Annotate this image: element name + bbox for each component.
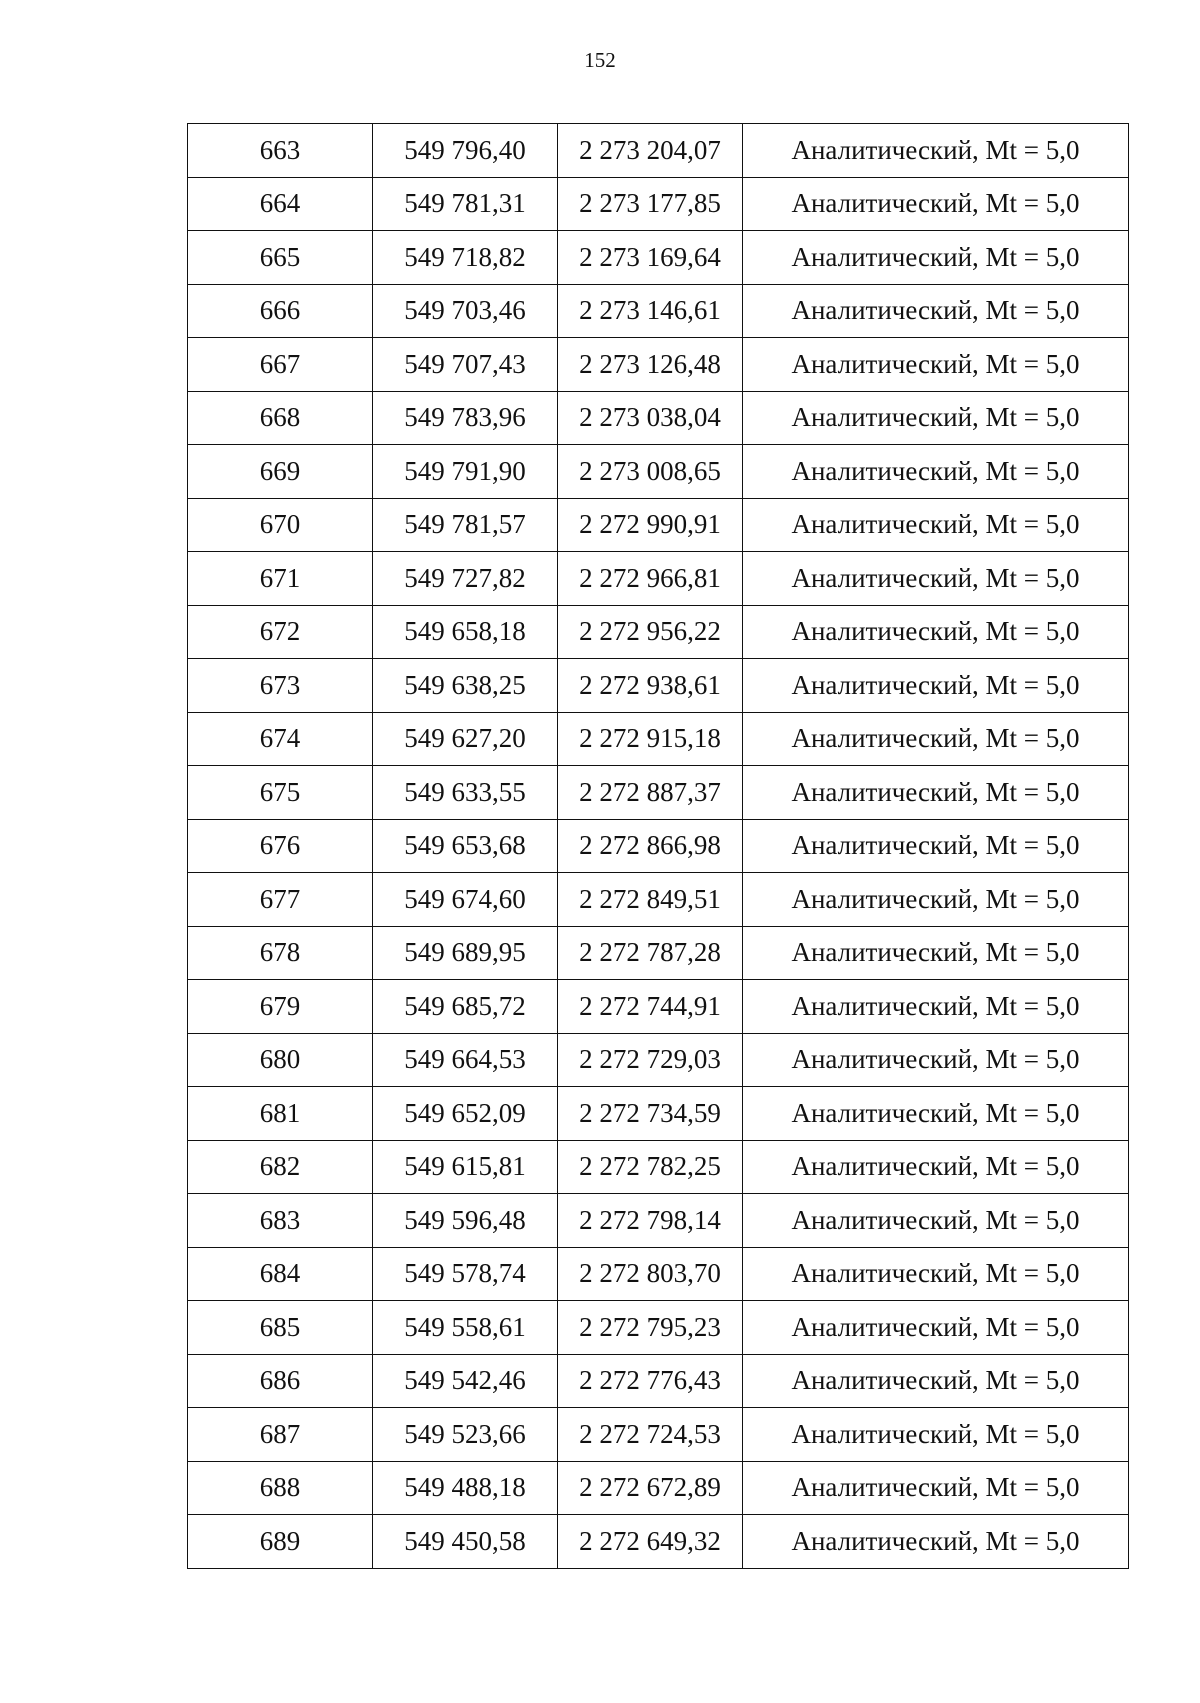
y-coordinate-cell: 2 272 849,51 <box>558 873 743 927</box>
point-number-cell: 665 <box>188 231 373 285</box>
method-cell: Аналитический, Mt = 5,0 <box>743 873 1129 927</box>
method-cell: Аналитический, Mt = 5,0 <box>743 1354 1129 1408</box>
x-coordinate-cell: 549 689,95 <box>373 926 558 980</box>
x-coordinate-cell: 549 638,25 <box>373 659 558 713</box>
table-row <box>188 445 1129 499</box>
x-coordinate-cell: 549 542,46 <box>373 1354 558 1408</box>
y-coordinate-cell: 2 272 776,43 <box>558 1354 743 1408</box>
point-number-cell: 683 <box>188 1194 373 1248</box>
point-number-cell: 674 <box>188 712 373 766</box>
point-number-cell: 680 <box>188 1033 373 1087</box>
point-number-cell: 676 <box>188 819 373 873</box>
x-coordinate-cell: 549 718,82 <box>373 231 558 285</box>
table-row <box>188 926 1129 980</box>
table-row <box>188 231 1129 285</box>
y-coordinate-cell: 2 272 795,23 <box>558 1301 743 1355</box>
y-coordinate-cell: 2 272 649,32 <box>558 1515 743 1569</box>
table-row <box>188 712 1129 766</box>
y-coordinate-cell: 2 272 803,70 <box>558 1247 743 1301</box>
y-coordinate-cell: 2 272 734,59 <box>558 1087 743 1141</box>
x-coordinate-cell: 549 633,55 <box>373 766 558 820</box>
point-number-cell: 677 <box>188 873 373 927</box>
y-coordinate-cell: 2 272 744,91 <box>558 980 743 1034</box>
y-coordinate-cell: 2 273 126,48 <box>558 338 743 392</box>
point-number-cell: 688 <box>188 1461 373 1515</box>
method-cell: Аналитический, Mt = 5,0 <box>743 659 1129 713</box>
y-coordinate-cell: 2 272 787,28 <box>558 926 743 980</box>
method-cell: Аналитический, Mt = 5,0 <box>743 231 1129 285</box>
point-number-cell: 682 <box>188 1140 373 1194</box>
method-cell: Аналитический, Mt = 5,0 <box>743 177 1129 231</box>
method-cell: Аналитический, Mt = 5,0 <box>743 1515 1129 1569</box>
x-coordinate-cell: 549 523,66 <box>373 1408 558 1462</box>
point-number-cell: 686 <box>188 1354 373 1408</box>
table-row <box>188 980 1129 1034</box>
x-coordinate-cell: 549 781,31 <box>373 177 558 231</box>
table-row <box>188 124 1129 178</box>
x-coordinate-cell: 549 488,18 <box>373 1461 558 1515</box>
x-coordinate-cell: 549 685,72 <box>373 980 558 1034</box>
point-number-cell: 685 <box>188 1301 373 1355</box>
y-coordinate-cell: 2 272 798,14 <box>558 1194 743 1248</box>
y-coordinate-cell: 2 272 990,91 <box>558 498 743 552</box>
y-coordinate-cell: 2 272 915,18 <box>558 712 743 766</box>
y-coordinate-cell: 2 273 146,61 <box>558 284 743 338</box>
y-coordinate-cell: 2 273 177,85 <box>558 177 743 231</box>
table-row <box>188 766 1129 820</box>
y-coordinate-cell: 2 272 729,03 <box>558 1033 743 1087</box>
y-coordinate-cell: 2 272 672,89 <box>558 1461 743 1515</box>
y-coordinate-cell: 2 272 887,37 <box>558 766 743 820</box>
page-number: 152 <box>584 48 616 72</box>
method-cell: Аналитический, Mt = 5,0 <box>743 552 1129 606</box>
table-row <box>188 1354 1129 1408</box>
table-row <box>188 1515 1129 1569</box>
table-row <box>188 1408 1129 1462</box>
method-cell: Аналитический, Mt = 5,0 <box>743 1033 1129 1087</box>
table-row <box>188 391 1129 445</box>
table-row <box>188 1461 1129 1515</box>
point-number-cell: 689 <box>188 1515 373 1569</box>
table-row <box>188 1301 1129 1355</box>
coordinates-table <box>187 123 1129 1569</box>
method-cell: Аналитический, Mt = 5,0 <box>743 980 1129 1034</box>
method-cell: Аналитический, Mt = 5,0 <box>743 1247 1129 1301</box>
x-coordinate-cell: 549 450,58 <box>373 1515 558 1569</box>
x-coordinate-cell: 549 653,68 <box>373 819 558 873</box>
method-cell: Аналитический, Mt = 5,0 <box>743 1461 1129 1515</box>
method-cell: Аналитический, Mt = 5,0 <box>743 391 1129 445</box>
y-coordinate-cell: 2 272 782,25 <box>558 1140 743 1194</box>
table-row <box>188 1247 1129 1301</box>
method-cell: Аналитический, Mt = 5,0 <box>743 284 1129 338</box>
x-coordinate-cell: 549 652,09 <box>373 1087 558 1141</box>
table-row <box>188 1087 1129 1141</box>
point-number-cell: 663 <box>188 124 373 178</box>
point-number-cell: 666 <box>188 284 373 338</box>
x-coordinate-cell: 549 791,90 <box>373 445 558 499</box>
x-coordinate-cell: 549 664,53 <box>373 1033 558 1087</box>
method-cell: Аналитический, Mt = 5,0 <box>743 1194 1129 1248</box>
point-number-cell: 675 <box>188 766 373 820</box>
x-coordinate-cell: 549 783,96 <box>373 391 558 445</box>
table-row <box>188 605 1129 659</box>
table-row <box>188 498 1129 552</box>
point-number-cell: 681 <box>188 1087 373 1141</box>
point-number-cell: 670 <box>188 498 373 552</box>
x-coordinate-cell: 549 781,57 <box>373 498 558 552</box>
point-number-cell: 664 <box>188 177 373 231</box>
y-coordinate-cell: 2 273 038,04 <box>558 391 743 445</box>
point-number-cell: 671 <box>188 552 373 606</box>
x-coordinate-cell: 549 658,18 <box>373 605 558 659</box>
coordinates-table-body <box>188 124 1129 1569</box>
table-row <box>188 819 1129 873</box>
table-row <box>188 552 1129 606</box>
table-row <box>188 1033 1129 1087</box>
point-number-cell: 678 <box>188 926 373 980</box>
point-number-cell: 667 <box>188 338 373 392</box>
method-cell: Аналитический, Mt = 5,0 <box>743 766 1129 820</box>
x-coordinate-cell: 549 674,60 <box>373 873 558 927</box>
x-coordinate-cell: 549 627,20 <box>373 712 558 766</box>
y-coordinate-cell: 2 272 956,22 <box>558 605 743 659</box>
y-coordinate-cell: 2 273 008,65 <box>558 445 743 499</box>
table-row <box>188 1140 1129 1194</box>
y-coordinate-cell: 2 273 204,07 <box>558 124 743 178</box>
y-coordinate-cell: 2 273 169,64 <box>558 231 743 285</box>
method-cell: Аналитический, Mt = 5,0 <box>743 926 1129 980</box>
method-cell: Аналитический, Mt = 5,0 <box>743 1301 1129 1355</box>
method-cell: Аналитический, Mt = 5,0 <box>743 1087 1129 1141</box>
table-row <box>188 177 1129 231</box>
table-row <box>188 284 1129 338</box>
method-cell: Аналитический, Mt = 5,0 <box>743 1140 1129 1194</box>
y-coordinate-cell: 2 272 966,81 <box>558 552 743 606</box>
method-cell: Аналитический, Mt = 5,0 <box>743 338 1129 392</box>
method-cell: Аналитический, Mt = 5,0 <box>743 498 1129 552</box>
point-number-cell: 673 <box>188 659 373 713</box>
method-cell: Аналитический, Mt = 5,0 <box>743 124 1129 178</box>
table-row <box>188 1194 1129 1248</box>
method-cell: Аналитический, Mt = 5,0 <box>743 712 1129 766</box>
x-coordinate-cell: 549 707,43 <box>373 338 558 392</box>
table-row <box>188 873 1129 927</box>
method-cell: Аналитический, Mt = 5,0 <box>743 819 1129 873</box>
method-cell: Аналитический, Mt = 5,0 <box>743 605 1129 659</box>
point-number-cell: 668 <box>188 391 373 445</box>
point-number-cell: 687 <box>188 1408 373 1462</box>
table-row <box>188 338 1129 392</box>
x-coordinate-cell: 549 578,74 <box>373 1247 558 1301</box>
y-coordinate-cell: 2 272 866,98 <box>558 819 743 873</box>
table-row <box>188 659 1129 713</box>
x-coordinate-cell: 549 703,46 <box>373 284 558 338</box>
x-coordinate-cell: 549 727,82 <box>373 552 558 606</box>
point-number-cell: 669 <box>188 445 373 499</box>
point-number-cell: 679 <box>188 980 373 1034</box>
point-number-cell: 684 <box>188 1247 373 1301</box>
x-coordinate-cell: 549 615,81 <box>373 1140 558 1194</box>
x-coordinate-cell: 549 558,61 <box>373 1301 558 1355</box>
y-coordinate-cell: 2 272 938,61 <box>558 659 743 713</box>
method-cell: Аналитический, Mt = 5,0 <box>743 1408 1129 1462</box>
x-coordinate-cell: 549 596,48 <box>373 1194 558 1248</box>
x-coordinate-cell: 549 796,40 <box>373 124 558 178</box>
y-coordinate-cell: 2 272 724,53 <box>558 1408 743 1462</box>
method-cell: Аналитический, Mt = 5,0 <box>743 445 1129 499</box>
point-number-cell: 672 <box>188 605 373 659</box>
